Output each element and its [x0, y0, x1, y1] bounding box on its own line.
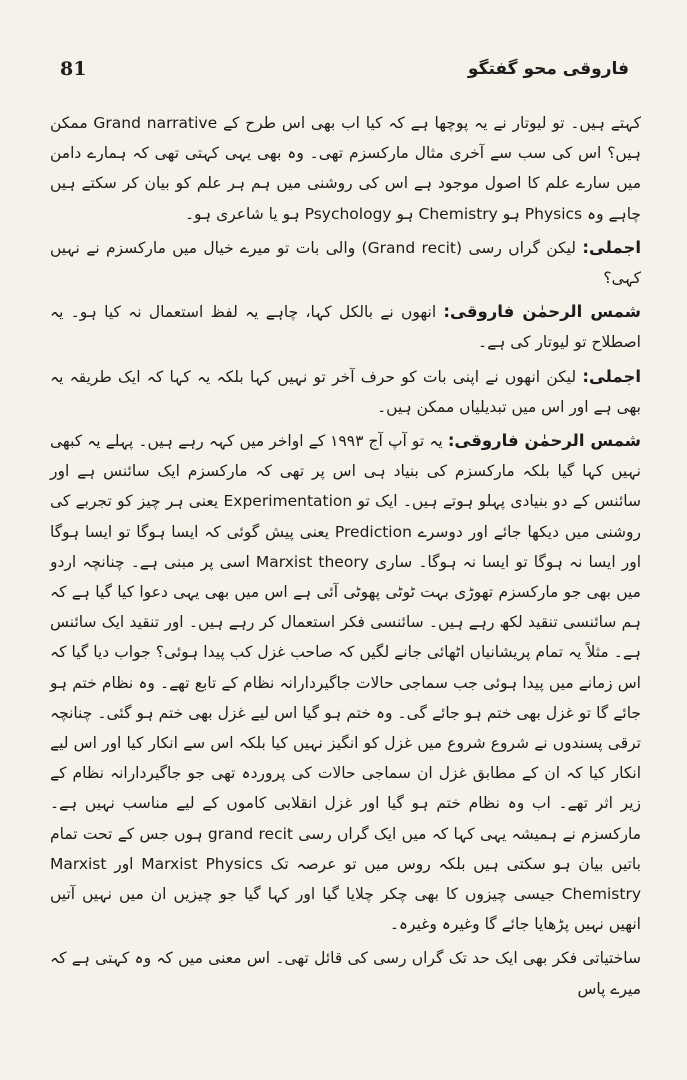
paragraph — [50, 297, 641, 357]
speaker-name: شمس الرحمٰن فاروقی: — [443, 302, 641, 322]
paragraph — [50, 233, 641, 293]
page-header — [60, 52, 629, 86]
paragraph-text: ساختیاتی فکر بھی ایک حد تک گراں رسی کی قائل تھی۔ اس معنی میں کہ وہ کہتی ہے کہ میرے پاس — [50, 949, 641, 998]
body-text — [50, 108, 641, 1008]
paragraph-text: کہتے ہیں۔ تو لیوتار نے یہ پوچھا ہے کہ کیا اب بھی اس طرح کے Grand narrative ممکن ہیں؟ اس کی سب سے آخری مثال مارکسزم تھی۔ وہ بھی یہی کہتی تھی کہ ہمارے دامن میں سارے علم کا اصول موجود ہے اس کی روشنی میں ہم ہر علم کو بیان کر سکتے ہیں چاہے وہ Physics ہو Chemistry ہو Psychology ہو یا شاعری ہو۔ — [50, 114, 641, 223]
paragraph-text: لیکن انھوں نے اپنی بات کو حرف آخر تو نہیں کہا بلکہ یہ کہا کہ ایک طریقہ یہ بھی ہے اور اس میں تبدیلیاں ممکن ہیں۔ — [50, 367, 641, 416]
paragraph — [50, 362, 641, 422]
speaker-name: شمس الرحمٰن فاروقی: — [447, 431, 641, 451]
speaker-name: اجملی: — [582, 237, 641, 257]
page-number: 81 — [60, 58, 87, 80]
speaker-name: اجملی: — [582, 366, 641, 386]
paragraph — [50, 943, 641, 1003]
paragraph — [50, 108, 641, 229]
paragraph-text: لیکن گراں رسی (Grand recit) والی بات تو میرے خیال میں مارکسزم نے نہیں کہی؟ — [50, 238, 641, 288]
paragraph-text: یہ تو آپ آج ۱۹۹۳ کے اواخر میں کہہ رہے ہیں۔ پہلے یہ کبھی نہیں کہا گیا بلکہ مارکسزم کی بنیاد ہی اس پر تھی کہ مارکسزم ایک سائنس ہے اور سائنس کے دو بنیادی پہلو ہوتے ہیں۔ ایک تو Experimentation یعنی ہر چیز کو تجربے کی روشنی میں دیکھا جائے اور دوسرے Prediction یعنی پیش گوئی کہ ایسا ہوگا تو ایسا ہوگا اور ایسا نہ ہوگا تو ایسا نہ ہوگا۔ ساری Marxist theory اسی پر مبنی ہے۔ چنانچہ اردو میں بھی جو مارکسزم تھوڑی بہت ٹوٹی پھوٹی آئی ہے اس میں بھی یہی دعوا کیا گیا ہے کہ ہم سائنسی تنقید لکھ رہے ہیں۔ سائنسی فکر استعمال کر رہے ہیں۔ اور تنقید ایک سائنس ہے۔ مثلاً یہ تمام پریشانیاں اٹھائی جانے لگیں کہ صاحب غزل کب پیدا ہوئی؟ جواب دیا گیا کہ اس زمانے میں پیدا ہوئی جب سماجی حالات جاگیردارانہ نظام کے تابع تھے۔ وہ نظام ختم ہو جائے گا تو غزل بھی ختم ہو جائے گی۔ وہ ختم ہو گیا اس لیے غزل بھی ختم ہو گئی۔ چنانچہ ترقی پسندوں نے شروع شروع میں غزل کو انگیز نہیں کیا بلکہ اس سے انکار کیا اور اس لیے انکار کیا کہ ان کے مطابق غزل ان سماجی حالات کی پروردہ تھی جو جاگیردارانہ نظام کے زیر اثر تھے۔ اب وہ نظام ختم ہو گیا اور غزل انقلابی کاموں کے لیے مناسب نہیں ہے۔ مارکسزم نے ہمیشہ یہی کہا کہ میں ایک گراں رسی grand recit ہوں جس کے تحت تمام باتیں بیان ہو سکتی ہیں بلکہ روس میں تو عرصہ تک Marxist Physics اور Marxist Chemistry جیسی چیزوں کا بھی چکر چلایا گیا اور کہا گیا جو چیزیں ان میں نہیں آتیں انھیں نہیں پڑھایا جائے گا وغیرہ وغیرہ۔ — [50, 432, 642, 934]
paragraph — [50, 426, 641, 939]
paragraph-text: انھوں نے بالکل کہا، چاہے یہ لفظ استعمال نہ کیا ہو۔ یہ اصطلاح تو لیوتار کی ہے۔ — [50, 303, 641, 352]
running-title: فاروقی محو گفتگو — [467, 59, 629, 79]
